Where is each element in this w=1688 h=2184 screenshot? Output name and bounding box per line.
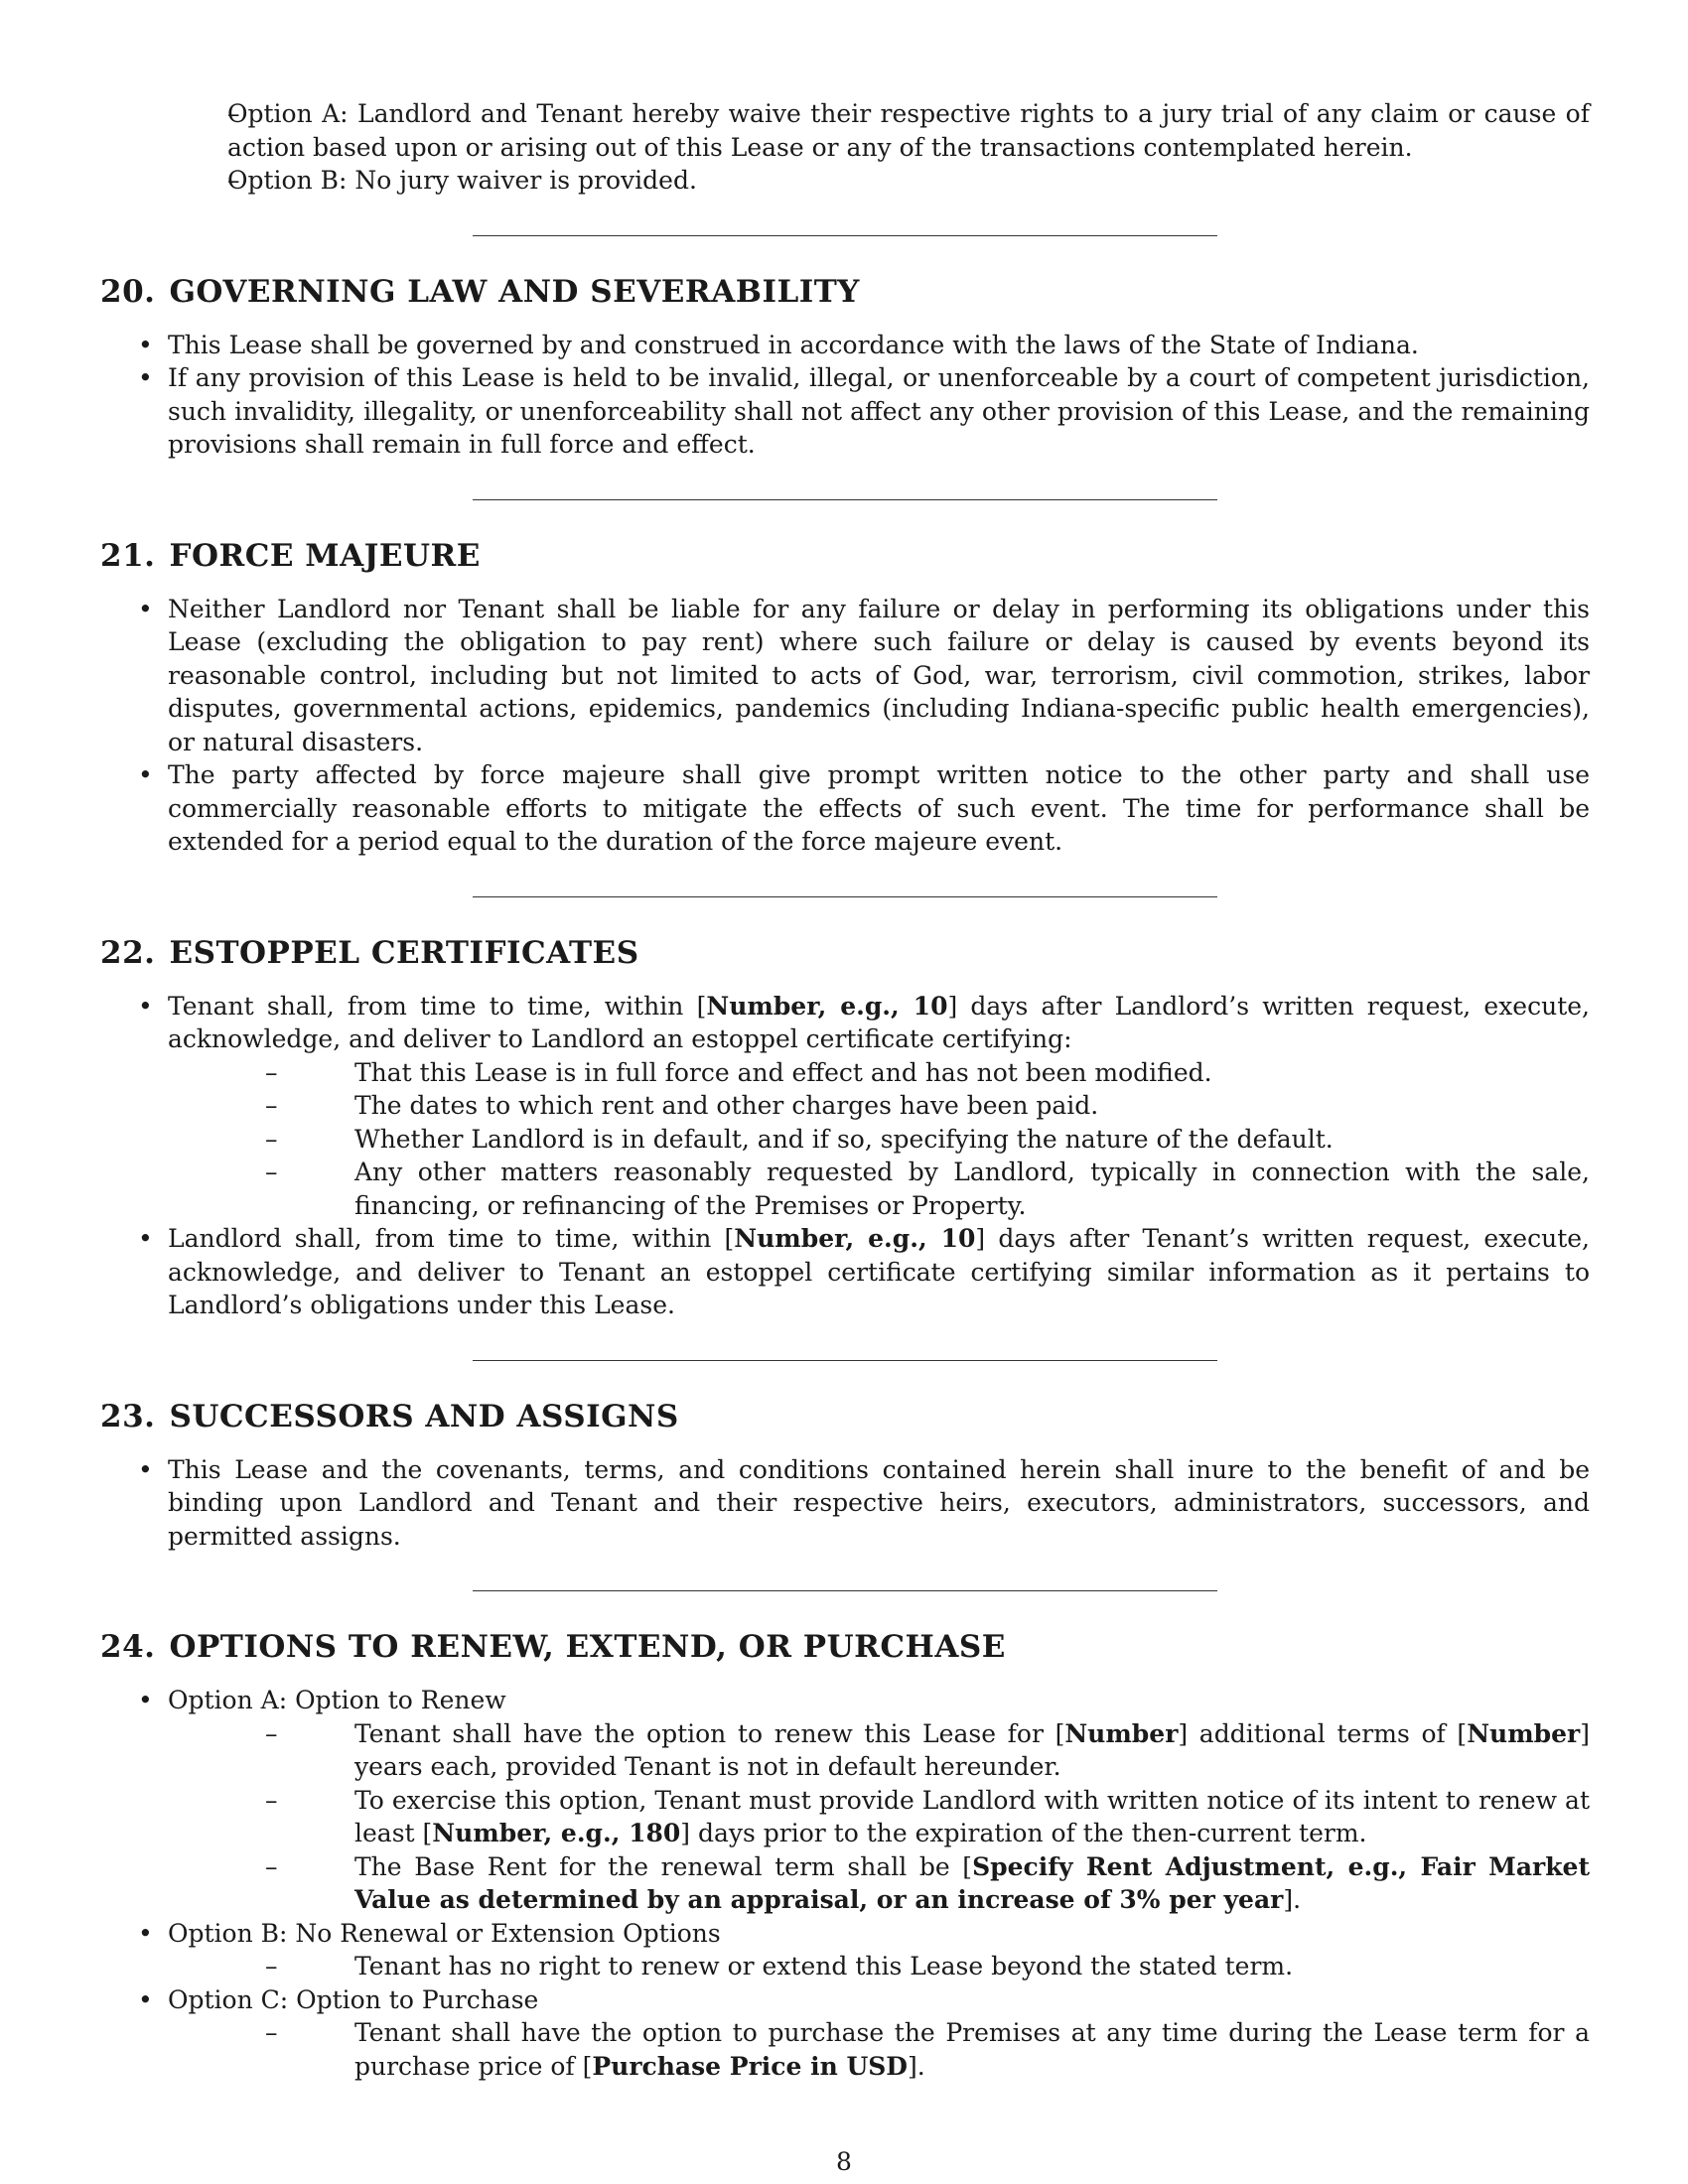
list-item [227, 97, 1590, 164]
section-21-heading [100, 536, 1590, 576]
sub-item [295, 1089, 1590, 1123]
section-20-heading [100, 272, 1590, 312]
section-23-heading [100, 1397, 1590, 1436]
section-divider [473, 499, 1217, 500]
list-item [100, 361, 1590, 462]
sub-item-text: ]. [907, 2051, 925, 2081]
sub-item-text: Tenant has no right to renew or extend this Lease beyond the stated term. [354, 1952, 1294, 1980]
sub-item-text: ] years each, provided Tenant is not in default hereunder. [354, 1718, 1590, 1781]
section-22-list [100, 990, 1590, 1322]
section-number: 21. [100, 537, 156, 574]
option-label: Option C: Option to Purchase [168, 1984, 539, 2014]
section-21-list [100, 593, 1590, 859]
jury-waiver-options [100, 97, 1590, 198]
option-label: Option B: No Renewal or Extension Options [168, 1918, 721, 1948]
list-item [100, 1684, 1590, 1917]
item-text: ] days after Tenant’s written request, execute, acknowledge, and deliver to Tenant an estoppel certificate certifying similar information as it pertains to Landlord’s obligations under this Lease. [168, 1224, 1590, 1319]
item-text: ] days after Landlord’s written request, execute, acknowledge, and deliver to Landlord an estoppel certificate certifying: [168, 991, 1590, 1053]
sub-item-text: Tenant shall have the option to purchase the Premises at any time during the Lease term for a purchase price of [ [354, 2018, 1590, 2081]
placeholder-field: Number [1064, 1718, 1179, 1748]
list-item [100, 990, 1590, 1223]
section-title: OPTIONS TO RENEW, EXTEND, OR PURCHASE [169, 1629, 1006, 1665]
section-number: 22. [100, 934, 156, 971]
page-number: 8 [836, 2147, 852, 2176]
sub-item [295, 1950, 1590, 1983]
list-item [100, 1917, 1590, 1983]
sub-item [295, 1850, 1590, 1917]
item-text: This Lease shall be governed by and construed in accordance with the laws of the State of Indiana. [168, 330, 1419, 359]
section-20-list [100, 329, 1590, 462]
item-text: Landlord shall, from time to time, within [ [168, 1224, 735, 1253]
sub-item-text: ]. [1283, 1885, 1302, 1914]
item-text: Tenant shall, from time to time, within [ [168, 991, 707, 1021]
section-divider [473, 1590, 1217, 1591]
sub-item-text: The Base Rent for the renewal term shall be [ [354, 1851, 973, 1881]
sub-item-text: The dates to which rent and other charges have been paid. [354, 1091, 1099, 1120]
section-divider [473, 896, 1217, 897]
section-24-list [100, 1684, 1590, 2083]
sub-item [295, 2016, 1590, 2083]
section-23-list [100, 1453, 1590, 1554]
section-number: 20. [100, 273, 156, 310]
sub-item [295, 1123, 1590, 1157]
placeholder-field: Number, e.g., 180 [432, 1819, 681, 1847]
section-number: 24. [100, 1629, 156, 1665]
item-text: If any provision of this Lease is held to be invalid, illegal, or unenforceable by a court of competent jurisdiction, such invalidity, illegality, or unenforceability shall not affect any other provision of this Lease, and the remaining provisions shall remain in full force and effect. [168, 363, 1590, 459]
sub-item-text: To exercise this option, Tenant must provide Landlord with written notice of its intent to renew at least [ [354, 1785, 1590, 1847]
sub-item-text: ] additional terms of [ [1178, 1718, 1468, 1748]
sub-item-text: Tenant shall have the option to renew this Lease for [ [354, 1718, 1065, 1748]
placeholder-field: Specify Rent Adjustment, e.g., Fair Market Value as determined by an appraisal, or an increase of 3% per year [354, 1851, 1590, 1914]
item-text: This Lease and the covenants, terms, and conditions contained herein shall inure to the benefit of and be binding upon Landlord and Tenant and their respective heirs, executors, administrators, successors, and permitted assigns. [168, 1454, 1590, 1551]
sub-item [295, 1784, 1590, 1850]
item-text: The party affected by force majeure shall give prompt written notice to the other party and shall use commercially reasonable efforts to mitigate the effects of such event. The time for performance shall be extended for a period equal to the duration of the force majeure event. [168, 760, 1590, 856]
section-22-heading [100, 933, 1590, 973]
option-c-sublist [168, 2016, 1590, 2083]
sub-item-text: That this Lease is in full force and effect and has not been modified. [354, 1057, 1212, 1087]
sub-item [295, 1156, 1590, 1222]
section-divider [473, 1360, 1217, 1361]
list-item [100, 1453, 1590, 1554]
sub-item-text: ] days prior to the expiration of the then-current term. [680, 1819, 1367, 1847]
option-text: Option B: No jury waiver is provided. [227, 166, 697, 195]
option-label: Option A: Option to Renew [168, 1686, 506, 1714]
placeholder-field: Number, e.g., 10 [706, 991, 948, 1021]
placeholder-field: Number [1467, 1718, 1581, 1748]
option-b-sublist [168, 1950, 1590, 1983]
sub-item-text: Whether Landlord is in default, and if so, specifying the nature of the default. [354, 1124, 1334, 1154]
list-item [100, 329, 1590, 362]
sub-item [295, 1717, 1590, 1784]
section-title: GOVERNING LAW AND SEVERABILITY [169, 273, 860, 310]
sub-item-text: Any other matters reasonably requested by Landlord, typically in connection with the sale, financing, or refinancing of the Premises or Property. [354, 1158, 1590, 1220]
section-24-heading [100, 1627, 1590, 1667]
estoppel-sublist [168, 1056, 1590, 1223]
list-item [100, 593, 1590, 759]
section-number: 23. [100, 1398, 156, 1434]
placeholder-field: Purchase Price in USD [592, 2051, 908, 2081]
option-text: Option A: Landlord and Tenant hereby waive their respective rights to a jury trial of any claim or cause of action based upon or arising out of this Lease or any of the transactions contemplated herein. [227, 99, 1590, 162]
section-divider [473, 235, 1217, 236]
section-title: SUCCESSORS AND ASSIGNS [169, 1398, 679, 1434]
item-text: Neither Landlord nor Tenant shall be liable for any failure or delay in performing its obligations under this Lease (excluding the obligation to pay rent) where such failure or delay is caused by events beyond its reasonable control, including but not limited to acts of God, war, terrorism, civil commotion, strikes, labor disputes, governmental actions, epidemics, pandemics (including Indiana-specific public health emergencies), or natural disasters. [168, 594, 1590, 756]
list-item [227, 164, 1590, 198]
document-page [100, 97, 1590, 2083]
list-item [100, 1222, 1590, 1322]
placeholder-field: Number, e.g., 10 [734, 1224, 976, 1253]
option-a-sublist [168, 1717, 1590, 1917]
list-item [100, 1983, 1590, 2084]
list-item [100, 758, 1590, 859]
section-title: FORCE MAJEURE [169, 537, 481, 574]
section-title: ESTOPPEL CERTIFICATES [169, 934, 639, 971]
sub-item [295, 1056, 1590, 1090]
